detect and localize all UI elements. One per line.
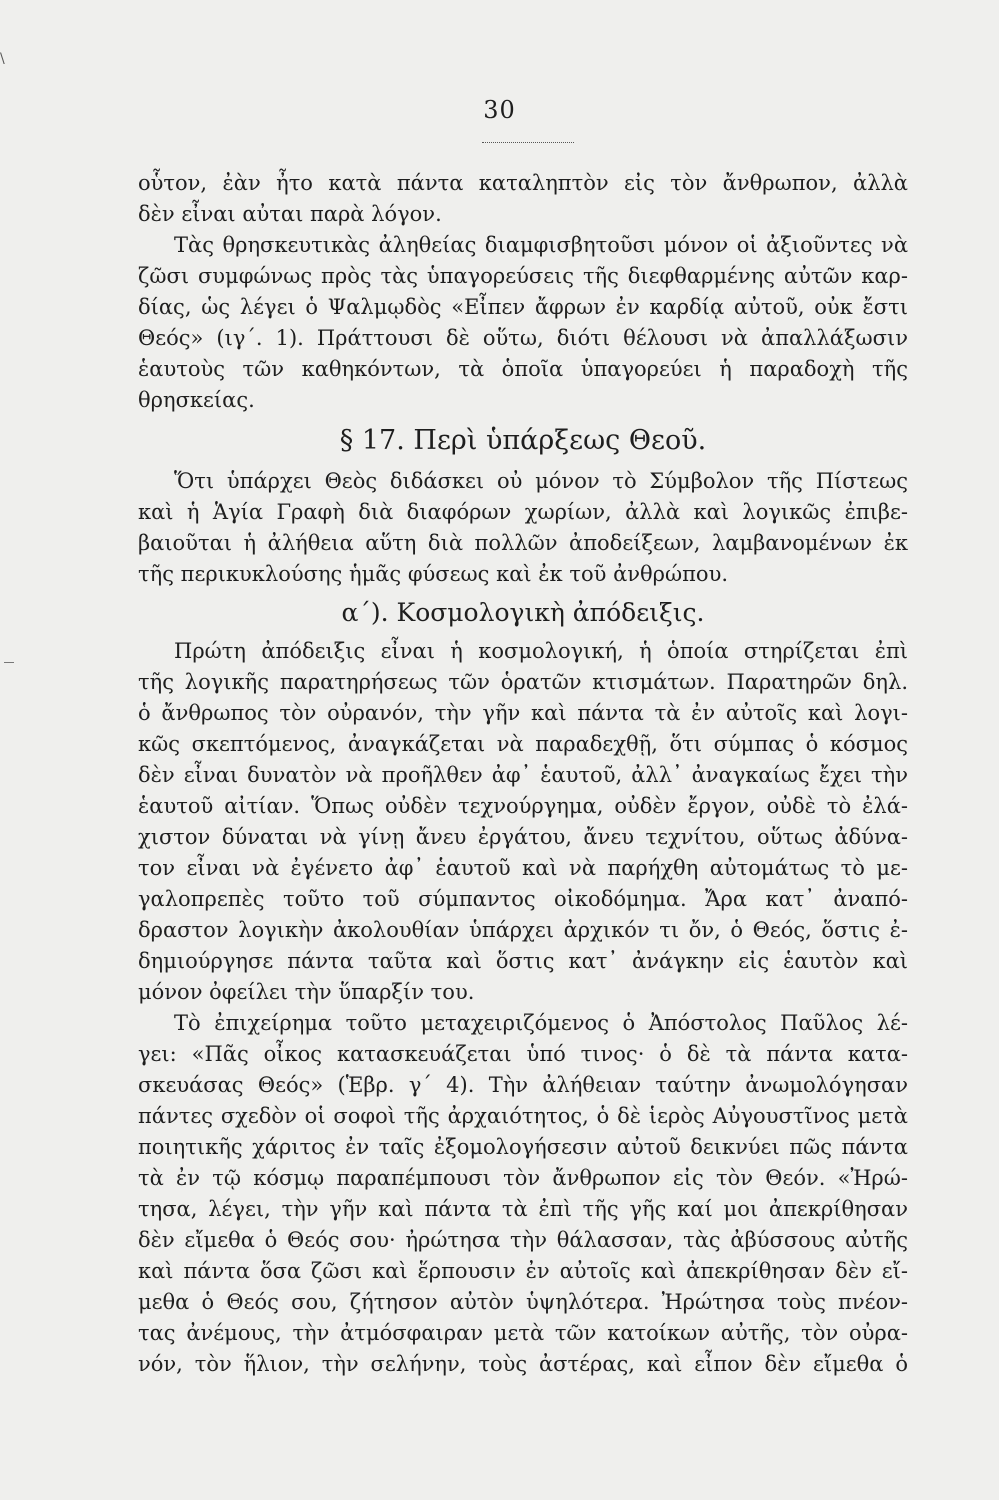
text-line: καὶ ἡ Ἁγία Γραφὴ διὰ διαφόρων χωρίων, ἀλλὰ καὶ λογικῶς ἐπιβε- xyxy=(138,500,908,524)
text-line: ποιητικῆς χάριτος ἐν ταῖς ἐξομολογήσεσιν αὐτοῦ δεικνύει πῶς πάντα xyxy=(138,1135,908,1159)
text-line: Τὸ ἐπιχείρημα τοῦτο μεταχειριζόμενος ὁ Ἀπόστολος Παῦλος λέ- xyxy=(174,1011,908,1035)
text-line: καὶ πάντα ὅσα ζῶσι καὶ ἕρπουσιν ἐν αὐτοῖς καὶ ἀπεκρίθησαν δὲν εἴ- xyxy=(138,1259,908,1283)
paragraph-2 xyxy=(138,230,908,416)
text-line: Τὰς θρησκευτικὰς ἀληθείας διαμφισβητοῦσι μόνον οἱ ἀξιοῦντες νὰ xyxy=(174,233,908,257)
text-line: δὲν εἶναι δυνατὸν νὰ προῆλθεν ἀφ᾽ ἑαυτοῦ, ἀλλ᾽ ἀναγκαίως ἔχει τὴν xyxy=(138,763,908,787)
margin-dash xyxy=(4,662,14,663)
text-line: ζῶσι συμφώνως πρὸς τὰς ὑπαγορεύσεις τῆς διεφθαρμένης αὐτῶν καρ- xyxy=(138,264,908,288)
text-line: μεθα ὁ Θεός σου, ζήτησον αὐτὸν ὑψηλότερα. Ἠρώτησα τοὺς πνέον- xyxy=(138,1290,908,1314)
text-line: Πρώτη ἀπόδειξις εἶναι ἡ κοσμολογική, ἡ ὁποία στηρίζεται ἐπὶ xyxy=(174,639,908,663)
text-line: δραστον λογικὴν ἀκολουθίαν ὑπάρχει ἀρχικόν τι ὄν, ὁ Θεός, ὅστις ἐ- xyxy=(138,918,908,942)
page-number-rule xyxy=(482,142,574,143)
subsection-title: α΄). Κοσμολογικὴ ἀπόδειξις. xyxy=(341,598,705,627)
text-line: κῶς σκεπτόμενος, ἀναγκάζεται νὰ παραδεχθῇ, ὅτι σύμπας ὁ κόσμος xyxy=(138,732,908,756)
text-line: γει: «Πᾶς οἶκος κατασκευάζεται ὑπό τινος· ὁ δὲ τὰ πάντα κατα- xyxy=(138,1042,908,1066)
text-line: ἑαυτοὺς τῶν καθηκόντων, τὰ ὁποῖα ὑπαγορεύει ἡ παραδοχὴ τῆς xyxy=(138,357,908,381)
text-line: δὲν εἴμεθα ὁ Θεός σου· ἠρώτησα τὴν θάλασσαν, τὰς ἀβύσσους αὐτῆς xyxy=(138,1228,908,1252)
text-line: θρησκείας. xyxy=(138,388,255,412)
text-line: ὁ ἄνθρωπος τὸν οὐρανόν, τὴν γῆν καὶ πάντα τὰ ἐν αὐτοῖς καὶ λογι- xyxy=(138,701,908,725)
body-text xyxy=(138,168,908,1380)
text-line: ἑαυτοῦ αἰτίαν. Ὅπως οὐδὲν τεχνούργημα, οὐδὲν ἔργον, οὐδὲ τὸ ἐλά- xyxy=(138,794,908,818)
text-line: χιστον δύναται νὰ γίνῃ ἄνευ ἐργάτου, ἄνευ τεχνίτου, οὕτως ἀδύνα- xyxy=(138,825,908,849)
section-title: § 17. Περὶ ὑπάρξεως Θεοῦ. xyxy=(339,425,707,456)
text-line: δημιούργησε πάντα ταῦτα καὶ ὅστις κατ᾽ ἀνάγκην εἰς ἑαυτὸν καὶ xyxy=(138,949,908,973)
margin-mark: \ xyxy=(0,51,5,67)
text-line: τον εἶναι νὰ ἐγένετο ἀφ᾽ ἑαυτοῦ καὶ νὰ παρήχθη αὐτομάτως τὸ με- xyxy=(138,856,908,880)
text-line: τῆς περικυκλούσης ἡμᾶς φύσεως καὶ ἐκ τοῦ ἀνθρώπου. xyxy=(138,562,729,586)
paragraph-4 xyxy=(138,636,908,1008)
text-line: δίας, ὡς λέγει ὁ Ψαλμῳδὸς «Εἶπεν ἄφρων ἐν καρδίᾳ αὐτοῦ, οὐκ ἔστι xyxy=(138,295,908,319)
page-number: 30 xyxy=(483,96,516,124)
text-line: βαιοῦται ἡ ἀλήθεια αὕτη διὰ πολλῶν ἀποδείξεων, λαμβανομένων ἐκ xyxy=(138,531,908,555)
text-line: τησα, λέγει, τὴν γῆν καὶ πάντα τὰ ἐπὶ τῆς γῆς καί μοι ἀπεκρίθησαν xyxy=(138,1197,908,1221)
text-line: σκευάσας Θεός» (Ἑβρ. γ΄ 4). Τὴν ἀλήθειαν ταύτην ἀνωμολόγησαν xyxy=(138,1073,908,1097)
text-line: πάντες σχεδὸν οἱ σοφοὶ τῆς ἀρχαιότητος, ὁ δὲ ἱερὸς Αὐγουστῖνος μετὰ xyxy=(138,1104,908,1128)
paragraph-5 xyxy=(138,1008,908,1380)
text-line: δὲν εἶναι αὐται παρὰ λόγον. xyxy=(138,202,442,226)
text-line: τὰ ἐν τῷ κόσμῳ παραπέμπουσι τὸν ἄνθρωπον εἰς τὸν Θεόν. «Ἠρώ- xyxy=(138,1166,908,1190)
text-line: μόνον ὀφείλει τὴν ὕπαρξίν του. xyxy=(138,980,475,1004)
paragraph-3 xyxy=(138,466,908,590)
paragraph-1 xyxy=(138,168,908,230)
text-line: τας ἀνέμους, τὴν ἀτμόσφαιραν μετὰ τῶν κατοίκων αὐτῆς, τὸν οὐρα- xyxy=(138,1321,908,1345)
text-line: Ὅτι ὑπάρχει Θεὸς διδάσκει οὐ μόνον τὸ Σύμβολον τῆς Πίστεως xyxy=(174,469,908,493)
text-line: τῆς λογικῆς παρατηρήσεως τῶν ὁρατῶν κτισμάτων. Παρατηρῶν δηλ. xyxy=(138,670,908,694)
text-line: οὗτον, ἐὰν ἦτο κατὰ πάντα καταληπτὸν εἰς τὸν ἄνθρωπον, ἀλλὰ xyxy=(138,171,908,195)
text-line: γαλοπρεπὲς τοῦτο τοῦ σύμπαντος οἰκοδόμημα. Ἄρα κατ᾽ ἀναπό- xyxy=(138,887,908,911)
text-line: νόν, τὸν ἥλιον, τὴν σελήνην, τοὺς ἀστέρας, καὶ εἶπον δὲν εἴμεθα ὁ xyxy=(138,1352,908,1376)
text-line: Θεός» (ιγ΄. 1). Πράττουσι δὲ οὕτω, διότι θέλουσι νὰ ἀπαλλάξωσιν xyxy=(138,326,908,350)
